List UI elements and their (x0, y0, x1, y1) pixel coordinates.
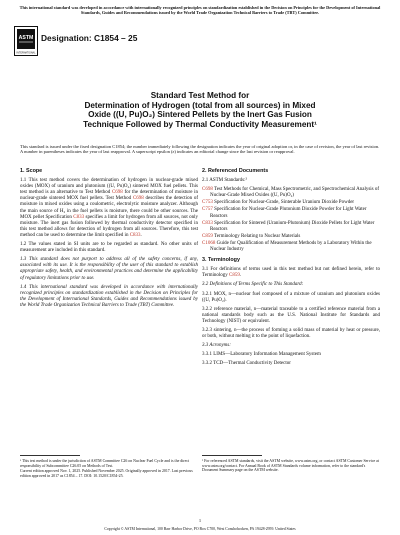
issued-note: This standard is issued under the fixed designation C1854; the number immediately following the designation indicates the year of original adoption or, in the case of revision, the year of last revision. A number in parentheses indicates the year of last reapproval. A superscript epsilon (ε) indicates an editorial change since the last revision or reapproval. (20, 144, 380, 155)
paragraph-3-3-1: 3.3.1 LIMS—Laboratory Information Management System (202, 352, 321, 358)
reference-item: C1068 Guide for Qualification of Measurement Methods by a Laboratory Within the Nuclear Industry (202, 240, 372, 253)
svg-text:ASTM: ASTM (18, 35, 34, 41)
paragraph-3-2: 3.2 Definitions of Terms Specific to This Standard: (202, 282, 304, 288)
section-heading-scope: 1. Scope (20, 168, 43, 174)
title-line: Standard Test Method for (150, 91, 250, 100)
paragraph-3-2-3: 3.2.3 sintering, n—the process of forming a solid mass of material by heat or pressure, or both, without melting it to the point of liquefaction. (202, 327, 380, 340)
ref-link-c833[interactable]: C833 (129, 232, 141, 238)
reference-item: C859 Terminology Relating to Nuclear Materials (202, 233, 301, 239)
paragraph-1-1: 1.1 This test method covers the determination of hydrogen in nuclear-grade mixed oxides (MOX) of uranium and plutonium ((U, Pu)O₂) sintered MOX fuel pellets. This test method is an alternative to Test Method C698 for the determination of moisture in nuclear-grade sintered MOX fuel pellets. Test Method C698 describes the detection of moisture in mixed oxides using a coulometric, electrolytic moisture analyzer. Although the main source of H₂ in the fuel pellets is moisture, there could be other sources. The MOX pellet Specification C833 specifies a limit for hydrogen from all sources, not only moisture. The inert gas fusion followed by thermal conductivity detector specified in this test method allows for detection of hydrogen from all sources. Therefore, this test method can be used to determine the limit specified in C833. (20, 178, 198, 238)
ref-link[interactable]: C859 (202, 233, 213, 239)
ref-link-c698[interactable]: C698 (111, 190, 123, 196)
paragraph-1-3: 1.3 This standard does not purport to address all of the safety concerns, if any, associated with its use. It is the responsibility of the user of this standard to establish appropriate safety, health, and environmental practices and determine the applicability of regulatory limitations prior to use. (20, 257, 198, 281)
right-column (202, 168, 380, 370)
left-column (20, 168, 198, 312)
title-line: Oxide ((U, Pu)O₂) Sintered Pellets by the Inert Gas Fusion (88, 110, 312, 120)
paragraph-3-1: 3.1 For definitions of terms used in this test method but not defined herein, refer to Terminology C859. (202, 267, 380, 279)
ref-link[interactable]: C1068 (202, 240, 216, 246)
reference-item: C753 Specification for Nuclear-Grade, Sinterable Uranium Dioxide Powder (202, 200, 355, 206)
paragraph-1-2: 1.2 The values stated in SI units are to be regarded as standard. No other units of measurement are included in this standard. (20, 242, 198, 254)
section-heading-references: 2. Referenced Documents (202, 168, 269, 174)
reference-item: C833 Specification for Sintered (Uranium-Plutonium) Dioxide Pellets for Light Water Reactors (202, 220, 375, 232)
svg-text:INTERNATIONAL: INTERNATIONAL (16, 51, 36, 55)
copyright-line: Copyright © ASTM International, 100 Barr Harbor Drive, PO Box C700, West Conshohocken, PA 19428-2959. United States (104, 527, 296, 531)
paragraph-3-2-1: 3.2.1 MOX, n—nuclear fuel composed of a mixture of uranium and plutonium oxides ((U, Pu)O₂). (202, 291, 380, 303)
astm-logo-icon (14, 26, 38, 56)
footnote-divider (20, 455, 80, 456)
ref-link[interactable]: C698 (202, 187, 213, 193)
footnote-left (20, 459, 198, 479)
paragraph-1-4: 1.4 This international standard was developed in accordance with internationally recognized principles on standardization established in the Decision on Principles for the Development of International Standards, Guides and Recommendations issued by the World Trade Organization Technical Barriers to Trade (TBT) Committee. (20, 284, 198, 308)
footnote-1: ¹ This test method is under the jurisdiction of ASTM Committee C26 on Nuclear Fuel Cycle and is the direct responsibility of Subcommittee C26.05 on Methods of Test. (20, 459, 190, 468)
footnote-2: ² For referenced ASTM standards, visit the ASTM website, www.astm.org, or contact ASTM Customer Service at www.astm.org/contact. For Annual Book of ASTM Standards volume information, refer to the standard's Document Summary page on the ASTM website. (202, 459, 379, 473)
document-title (36, 91, 364, 129)
designation: Designation: C1854 – 25 (41, 33, 138, 43)
reference-item: C698 Test Methods for Chemical, Mass Spectrometric, and Spectrochemical Analysis of Nuclear-Grade Mixed Oxides ((U, Pu)O₂) (202, 187, 380, 199)
footnote-divider (202, 455, 262, 456)
ref-link-c698[interactable]: C698 (132, 196, 144, 202)
ref-link[interactable]: C753 (202, 200, 213, 206)
page-number: 1 (198, 518, 202, 523)
ref-link[interactable]: C833 (202, 220, 213, 226)
paragraph-2-1: 2.1 ASTM Standards:² (202, 178, 247, 184)
title-line: Determination of Hydrogen (total from all sources) in Mixed (84, 100, 316, 110)
ref-link[interactable]: C757 (202, 207, 213, 213)
reference-list (202, 187, 380, 253)
header-notice: This international standard was developed in accordance with internationally recognized principles on standardization established in the Decision on Principles for the Development of International Standards, Guides and Recommendations issued by the World Trade Organization Technical Barriers to Trade (TBT) Committee. (19, 5, 381, 16)
ref-link-c833[interactable]: C833 (73, 214, 85, 220)
paragraph-3-3: 3.3 Acronyms: (202, 343, 231, 349)
paragraph-3-2-2: 3.2.2 reference material, n—material traceable to a certified reference material from a national standards body such as the U.S. National Institute for Standards and Technology (NIST) or equivalent. (202, 306, 380, 324)
ref-link-c859[interactable]: C859 (229, 273, 240, 279)
section-heading-terminology: 3. Terminology (202, 257, 240, 264)
reference-item: C757 Specification for Nuclear-Grade Plutonium Dioxide Powder for Light Water Reactors (202, 207, 367, 219)
paragraph-3-3-2: 3.3.2 TCD—Thermal Conductivity Detector (202, 361, 291, 367)
footnote-edition: Current edition approved Nov. 1, 2025. Published November 2025. Originally approved in 2017. Last previous edition approved in 2017 as C1854 – 17. DOI: 10.1520/C1854-25. (20, 469, 193, 479)
title-line: Technique Followed by Thermal Conductivity Measurement¹ (83, 119, 317, 129)
